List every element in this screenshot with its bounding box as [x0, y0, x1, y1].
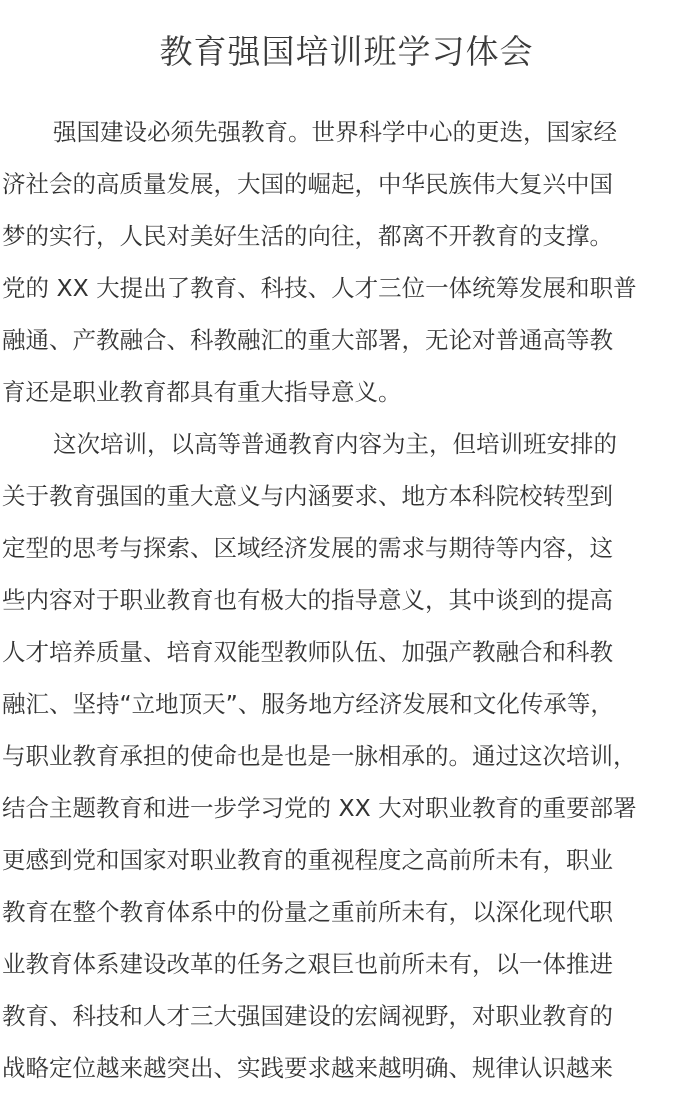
text-line: 梦的实行，人民对美好生活的向往，都离不开教育的支撑。 [2, 222, 613, 250]
text-line: 育还是职业教育都具有重大指导意义。 [2, 378, 402, 406]
text-line: 教育在整个教育体系中的份量之重前所未有，以深化现代职 [2, 898, 613, 926]
text-line: 战略定位越来越突出、实践要求越来越明确、规律认识越来 [2, 1054, 613, 1082]
text-line: 教育、科技和人才三大强国建设的宏阔视野，对职业教育的 [2, 1002, 613, 1030]
document-body [2, 106, 693, 1094]
text-line: 与职业教育承担的使命也是也是一脉相承的。通过这次培训， [2, 742, 637, 770]
text-line: 济社会的高质量发展，大国的崛起，中华民族伟大复兴中国 [2, 170, 613, 198]
text-line: 定型的思考与探索、区域经济发展的需求与期待等内容，这 [2, 534, 613, 562]
text-line: 更感到党和国家对职业教育的重视程度之高前所未有，职业 [2, 846, 613, 874]
text-line: 结合主题教育和进一步学习党的 XX 大对职业教育的重要部署 [2, 794, 637, 822]
text-line: 些内容对于职业教育也有极大的指导意义，其中谈到的提高 [2, 586, 613, 614]
text-line: 关于教育强国的重大意义与内涵要求、地方本科院校转型到 [2, 482, 613, 510]
paragraph-1 [2, 106, 693, 418]
paragraph-2 [2, 418, 693, 1094]
text-line: 人才培养质量、培育双能型教师队伍、加强产教融合和科教 [2, 638, 613, 666]
text-line: 这次培训，以高等普通教育内容为主，但培训班安排的 [53, 430, 617, 458]
document-title: 教育强国培训班学习体会 [159, 32, 534, 71]
text-line: 强国建设必须先强教育。世界科学中心的更迭，国家经 [53, 118, 617, 146]
text-line: 融汇、坚持“立地顶天”、服务地方经济发展和文化传承等， [2, 690, 614, 718]
text-line: 业教育体系建设改革的任务之艰巨也前所未有，以一体推进 [2, 950, 613, 978]
text-line: 融通、产教融合、科教融汇的重大部署，无论对普通高等教 [2, 326, 613, 354]
text-line: 党的 XX 大提出了教育、科技、人才三位一体统筹发展和职普 [2, 274, 637, 302]
